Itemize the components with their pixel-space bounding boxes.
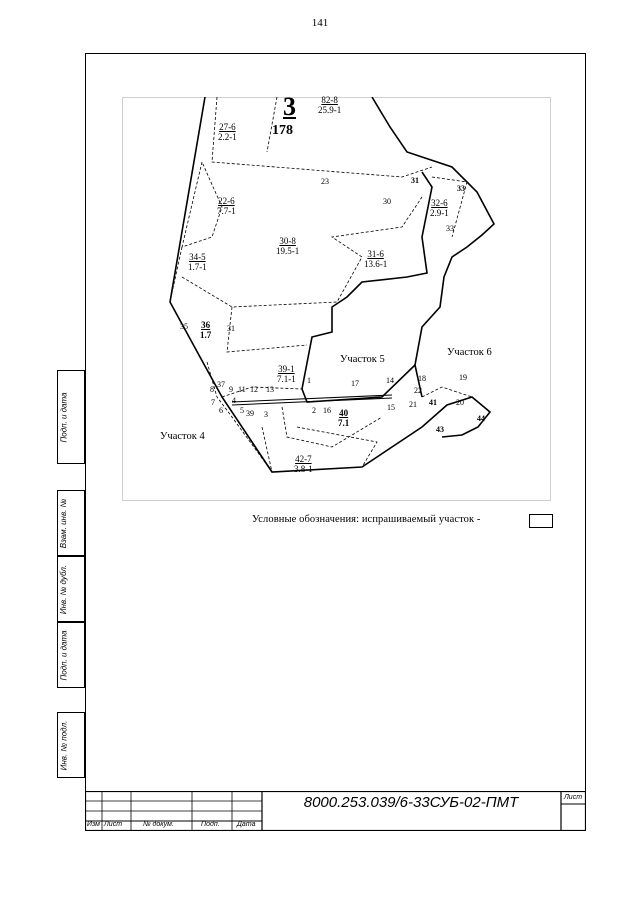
plot-number: 5 bbox=[240, 406, 244, 415]
title-block-header: Изм bbox=[87, 821, 100, 828]
plot-number: 35 bbox=[180, 322, 188, 331]
subcompartment-label: 36 1.7 bbox=[200, 320, 212, 340]
plot-number: 20 bbox=[456, 398, 464, 407]
quarter-number: 3 bbox=[283, 92, 296, 121]
plot-number: 9 bbox=[229, 385, 233, 394]
plot-number: 2 bbox=[312, 406, 316, 415]
quarter-boundary bbox=[170, 97, 490, 472]
plot-number: 8 bbox=[210, 385, 214, 394]
subcompartment-label: 22-6 7.7-1 bbox=[217, 196, 236, 216]
subcompartment-label: 34-5 1.7-1 bbox=[188, 252, 207, 272]
plot-number: 37 bbox=[217, 380, 225, 389]
document-code: 8000.253.039/6-33СУБ-02-ПМТ bbox=[303, 794, 519, 811]
plot-number: 1 bbox=[307, 376, 311, 385]
plot-number: 3 bbox=[264, 410, 268, 419]
plot-number: 22 bbox=[414, 386, 422, 395]
plot-number: 33 bbox=[446, 224, 454, 233]
quarter-area: 178 bbox=[272, 123, 293, 138]
plot-number: 16 bbox=[323, 406, 331, 415]
plot-number: 21 bbox=[409, 400, 417, 409]
legend-swatch bbox=[529, 514, 553, 528]
subcompartment-label: 32-6 2.9-1 bbox=[430, 198, 449, 218]
plot-number: 23 bbox=[321, 177, 329, 186]
subcompartment-label: 30-8 19.5-1 bbox=[276, 236, 300, 256]
title-block-header: Лист bbox=[104, 821, 123, 828]
area-label-uchastok-6: Участок 6 bbox=[447, 347, 492, 358]
plot-number: 31 bbox=[411, 176, 419, 185]
plot-number: 39 bbox=[246, 409, 254, 418]
plot-number: 17 bbox=[351, 379, 359, 388]
quarter-boundary-east bbox=[372, 97, 494, 365]
title-block-header: Подп. bbox=[201, 821, 220, 828]
plot-number: 44 bbox=[477, 414, 485, 423]
subcompartment-label: 39-1 7.1-1 bbox=[277, 364, 296, 384]
plot-number: 7 bbox=[211, 398, 215, 407]
plot-number: 6 bbox=[219, 406, 223, 415]
subcompartment-label: 31-6 13.6-1 bbox=[364, 249, 388, 269]
plot-number: 31 bbox=[227, 324, 235, 333]
side-stamp-label: Инв. № дубл. bbox=[59, 564, 69, 614]
side-stamp-label: Подп. и дата bbox=[59, 391, 69, 443]
plot-number: 14 bbox=[386, 376, 394, 385]
area-label-uchastok-5: Участок 5 bbox=[340, 354, 385, 365]
side-stamp-label: Инв. № подл. bbox=[59, 720, 69, 770]
road-band-2 bbox=[232, 398, 392, 405]
subcompartment-label: 40 7.1 bbox=[338, 408, 350, 428]
title-block-header: № докум. bbox=[143, 821, 174, 828]
side-stamp-label: Взам. инв. № bbox=[59, 498, 69, 548]
plot-number: 30 bbox=[383, 197, 391, 206]
plot-number: 43 bbox=[436, 425, 444, 434]
plot-number: 18 bbox=[418, 374, 426, 383]
subcompartment-label: 42-7 3.8-1 bbox=[294, 454, 313, 474]
plot-number: 13 bbox=[266, 385, 274, 394]
page-number: 141 bbox=[311, 17, 329, 29]
plot-number: 4 bbox=[232, 396, 236, 405]
plot-number: 11 bbox=[238, 385, 246, 394]
side-stamp-label: Подп. и дата bbox=[59, 629, 69, 681]
subcompartment-label: 82-8 25.9-1 bbox=[318, 95, 342, 115]
area-label-uchastok-4: Участок 4 bbox=[160, 431, 205, 442]
plot-number: 12 bbox=[250, 385, 258, 394]
sheet-label: Лист bbox=[564, 794, 583, 801]
plot-number: 15 bbox=[387, 403, 395, 412]
subcompartment-label: 27-6 2.2-1 bbox=[218, 122, 237, 142]
legend-text: Условные обозначения: испрашиваемый участок - bbox=[252, 514, 481, 525]
title-block-header: Дата bbox=[237, 821, 256, 828]
plot-number: 33 bbox=[457, 184, 465, 193]
plot-number: 41 bbox=[429, 398, 437, 407]
plot-number: 19 bbox=[459, 373, 467, 382]
